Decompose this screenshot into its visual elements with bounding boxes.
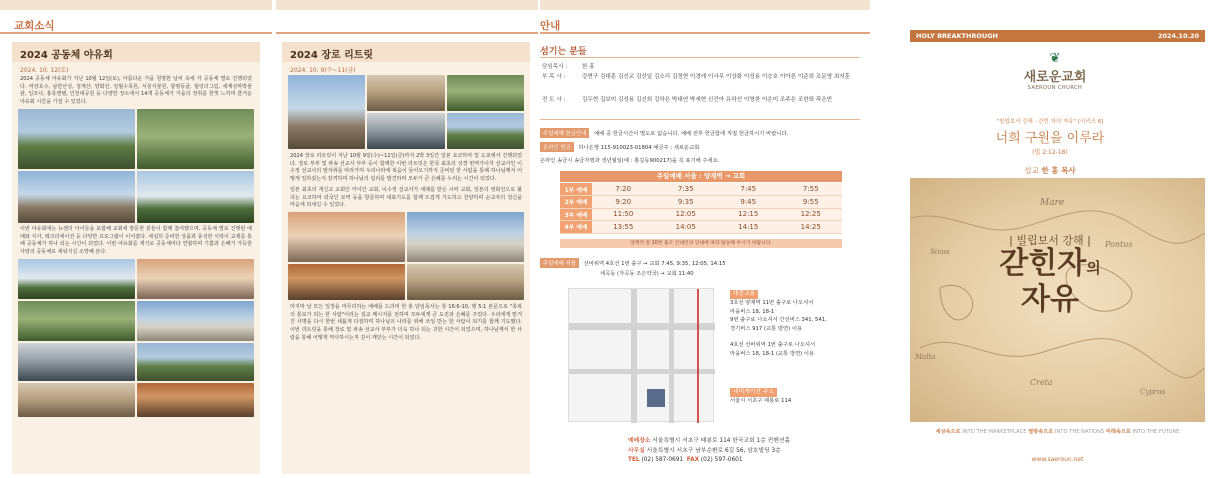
photo [137,301,254,341]
card-title: 2024 장로 리트릿 [282,42,530,62]
office-text: 서울특별시 서초구 남부순환로 6길 56, 삼호빌딩 3층 [646,447,781,454]
preacher-name: 한 홍 목사 [1041,166,1076,175]
time-cell: 9:55 [780,196,843,209]
table-row [560,183,842,196]
table-row [560,221,842,234]
photo-grid-retreat-mid [282,212,530,300]
service-label: 4부 예배 [560,221,592,234]
staff-associate-pastors [542,73,860,82]
servers-heading: 섬기는 분들 [540,47,587,57]
navi-tag: 내비게이션 주소 [730,388,777,397]
sprout-icon: ❦ [1049,51,1061,66]
preacher-label: 설교 [1024,166,1039,175]
map-label: Cyprus [1140,388,1166,396]
map-road [669,289,674,423]
time-cell: 7:45 [717,183,780,196]
service-label: 2부 예배 [560,196,592,209]
map-label: Pontus [1105,240,1133,249]
offering-info [540,128,788,138]
section-rule [0,32,272,34]
photo [18,259,135,299]
service-label: 3부 예배 [560,208,592,221]
address-label: 예배장소 [628,438,651,444]
card-picnic [12,42,260,474]
photo [18,109,135,169]
photo [137,109,254,169]
transit-line: 경기버스 917 (교통 방면) 이용 [730,325,803,332]
info-panel [540,0,870,478]
map-label: Malta [915,353,936,361]
cover-subtitle-text: 빌립보서 강해 [1016,234,1084,247]
photo-grid-bottom [12,259,260,417]
divider [540,57,860,58]
map-road [631,289,637,423]
table-row [560,208,842,221]
time-cell: 7:20 [592,183,655,196]
top-bar [540,0,870,10]
preacher [920,165,1180,176]
staff-senior-pastor [542,62,860,70]
photo [18,343,135,381]
time-cell: 14:05 [655,221,718,234]
card-title: 2024 공동체 야유회 [12,42,260,62]
logo-english: SAEROUN CHURCH [1027,85,1083,91]
map-label: Mare [1040,198,1065,208]
photo [18,301,135,341]
card-paragraph: 2024 장로 리트릿이 지난 10월 9일(수)~11일(금)까지 2박 3일간 일본 요코하마 및 도쿄에서 진행되었다. 장로 부부 및 파송 선교사 부부 등이 함께한 이번 리트릿은 한국 최초의 성경 번역가이자 선교사인 이수정 선교사의 발자취를 따라가며 우리나라에 복음이 들어오기까지 준비된 한 사람을 통해 하나님께서 어떻게 일하셨는지 감격하며 하나님의 섭리를 발견하며 모두가 큰 은혜를 누리는 시간이 되었다. [290,153,522,183]
top-bar [0,0,272,10]
map-label: Sinus [930,248,950,256]
cover-panel [880,0,1220,478]
time-cell: 9:35 [655,196,718,209]
photo [18,171,135,223]
transit-line: 3호선 양재역 11번 출구로 나오셔서 [730,300,814,306]
photo [137,343,254,381]
photo [367,75,444,111]
section-title-news: 교회소식 [14,20,55,32]
transit-line: 마을버스 18, 18-1 (교통 방면) 이용 [730,350,815,357]
transit-directions [730,290,827,359]
top-bar [276,0,538,10]
navi-text: 서울시 서초구 태봉로 114 [730,398,792,404]
church-logo [1020,52,1090,91]
photo-grid-top [12,109,260,223]
offering-tag: 주일예배 헌금안내 [540,128,589,138]
website-url[interactable]: www.saeroun.net [1031,456,1084,463]
staff-names: 한 홍 [582,64,595,70]
location-map [568,288,714,422]
section-title-info: 안내 [540,20,561,32]
spacer [730,333,827,341]
bank-tag: 온라인 헌금 [540,142,574,152]
cover-main-title [880,248,1220,316]
staff-label: 전 도 사 : [542,97,566,103]
card-date: 2024. 10. 12(토) [20,67,69,74]
card-paragraph: 일본 최초의 개신교 교회인 카이간 교회, 이수정 선교사가 세례를 받은 시바 교회, 일본의 영화진으로 불리는 요코하마 외국인 묘역 등을 방문하며 대표기도를 함께 뜨겁게 기도하고 찬양하며 순교자의 정신을 마음에 되새길 수 있었다. [290,186,522,209]
time-cell: 9:45 [717,196,780,209]
address-text: 서울특별시 서초구 태봉로 114 한국교회 1층 컨벤션홀 [652,438,791,444]
transit-line: 9번 출구로 나오셔서 간선버스 341, 541, [730,317,827,324]
cover-subtitle: | 빌립보서 강해 | [1009,234,1091,247]
weekday-text-2: 세곡동 (자곡동 조은약국) → 교회 11:40 [600,271,694,277]
band-slogan: HOLY BREAKTHROUGH [916,32,998,40]
divider [540,119,860,120]
time-cell: 9:20 [592,196,655,209]
schedule-title: 주일예배 서울 : 양재역 → 교회 [560,171,842,182]
schedule-note: 양재역 앞 10번 출구 안내인의 안내에 따라 탑승해 주시기 바랍니다. [560,239,842,248]
logo-korean: 새로운교회 [1023,70,1087,85]
slogan-strong: 세상속으로 [935,429,961,435]
retreat-panel [276,0,538,478]
time-cell: 12:25 [780,208,843,221]
time-cell: 7:35 [655,183,718,196]
time-cell: 14:25 [780,221,843,234]
main-title-part-2: 자유 [1021,282,1079,317]
slogan-text: INTO THE NATIONS [1053,429,1106,435]
photo-grid-retreat-top [282,75,530,149]
photo [367,113,444,149]
section-rule [276,32,538,34]
office-label: 사무실 [628,447,645,454]
band-date: 2024.10.20 [1157,32,1199,40]
sermon-series: "빌립보서 강해 - 갇힌 자의 자유" [시리즈 6] [996,119,1104,125]
photo [137,259,254,299]
staff-label: 부 목 사 : [542,74,566,80]
weekday-text: 선바위역 4호선 1번 출구 → 교회 7:45, 9:35, 12:05, 14:15 [583,261,726,267]
time-cell: 14:15 [717,221,780,234]
photo [18,383,135,417]
shuttle-schedule-table [560,183,842,234]
bank-text: 하나은행 115-910023-01804 예금주 : 새로운교회 [578,145,700,151]
time-cell: 7:55 [780,183,843,196]
card-paragraph: 2024 공동체 야유회가 지난 10월 12일(토), 아름다운 가을 청명한 날씨 속에 각 공동체 별로 진행되었다. 마장호수, 남한산성, 청계산, 양화진, 일월수목원, 서울식물원, 광명동굴, 힐링더그림, 세계성막박물관, 일조나, 홍릉캔텐, 인천대공원 등 다양한 장소에서 14개 공동체가 가을의 정취를 한껏 느끼며 즐거운 야유회 시간을 가질 수 있었다. [20,76,252,106]
main-title-part-1: 갇힌자 [999,246,1087,281]
receipt-text: 온라인 송금시 송금자명과 생년월일(예 : 홍길동900217)을 꼭 표기해 주세요. [540,158,720,164]
card-paragraph: 이번 야유회에는 뉴젠의 아이들을 포함해 교회에 방문한 분들이 함께 참여했으며, 공동체 별로 진행된 예배와 식사, 레크리에이션 등 다양한 프로그램이 이어졌다. 세심히 준비한 상품과 풍성한 식탁이 교제를 통해 공동체가 하나 되는 시간이 되었다. 이번 야유회를 계기로 공동체마다 연합하며 기쁨과 은혜가 가득한 사랑의 공동체로 세워지길 소망해 본다. [20,225,252,255]
time-cell: 13:55 [592,221,655,234]
slogan-strong: 열방속으로 [1028,429,1054,435]
fax-label: FAX [686,457,700,463]
navigation-address [730,388,791,406]
slogan-text: INTO THE MARKETPLACE [960,429,1029,435]
card-retreat [282,42,530,474]
staff-evangelists [542,96,860,105]
time-cell: 11:50 [592,208,655,221]
time-cell: 12:15 [717,208,780,221]
vision-slogan [910,428,1205,435]
map-label: Creta [1030,378,1053,387]
tel-label: TEL [628,457,640,463]
map-road [569,369,715,374]
time-cell: 12:05 [655,208,718,221]
photo [407,264,524,300]
news-panel [0,0,272,478]
photo [288,264,405,300]
slogan-text: INTO THE FUTURE [1130,429,1180,435]
weekday-shuttle [540,258,726,268]
photo [288,212,405,262]
staff-names: 강현구 김대훈 김선교 김선일 김소리 김정현 이경애 이사무 이상화 이성용 이승호 이아론 이준희 조문영 최지훈 [582,74,851,80]
fax-number: (02) 597-0601 [700,457,743,463]
sermon-title: 너희 구원을 이루라 [995,131,1105,146]
cover-band [910,30,1205,42]
transit-line: 4호선 선바위역 1번 출구로 나오셔서 [730,342,816,349]
photo [288,75,365,149]
map-road [569,323,715,330]
slogan-strong: 미래속으로 [1105,429,1131,435]
service-label: 1부 예배 [560,183,592,196]
sermon-verse: (빌 2:12-18) [1032,149,1068,156]
bank-info [540,142,699,152]
photo [137,383,254,417]
photo [137,171,254,223]
transit-tag: 대중교통 [730,290,758,299]
card-date: 2024. 10. 9(수~11(금) [290,67,356,74]
main-title-particle: 의 [1086,259,1101,277]
subway-line [697,289,699,423]
weekday-tag: 주일예배 셔틀 [540,258,579,268]
transit-line: 마을버스 18, 18-1 [730,308,775,315]
staff-label: 담임목사 : [542,64,568,70]
photo [447,75,524,111]
staff-names: 김두현 김보미 김성용 김신희 김하은 박대연 박세현 신건아 유하선 이영찬 이은미 조주은 조한희 곽은빈 [582,97,833,103]
card-paragraph: 마지막 날 모든 일정을 마무리하는 예배를 드리며 한 홍 담임목사는 창 16:6-10, 행 5:1 본문으로 "축복의 통로가 되는 한 사람"이라는 설교 메시지를 전하며 모두에게 큰 도전과 은혜를 주었다. 우리에게 맡겨진 사명을 다시 한번 새롭게 다짐하며 하나님의 나라를 위해 쓰임 받는 한 사람이 되기를 함께 기도했다. 이번 리트릿을 통해 장로 및 파송 선교사 부부가 더욱 하나 되는 귀한 시간이 되었으며, 하나님께서 한 사람을 통해 어떻게 역사하시는지 깊이 깨닫는 시간이 되었다. [290,303,522,341]
offering-text: 예배 중 헌금시간이 별도로 없습니다. 예배 전후 헌금함에 직접 헌금하시기 바랍니다. [594,131,789,137]
church-address [628,437,790,466]
tel-number: (02) 587-0691 [641,457,684,463]
section-rule [540,32,870,34]
photo [407,212,524,262]
table-row [560,196,842,209]
photo [447,113,524,149]
church-building-marker [647,389,665,407]
